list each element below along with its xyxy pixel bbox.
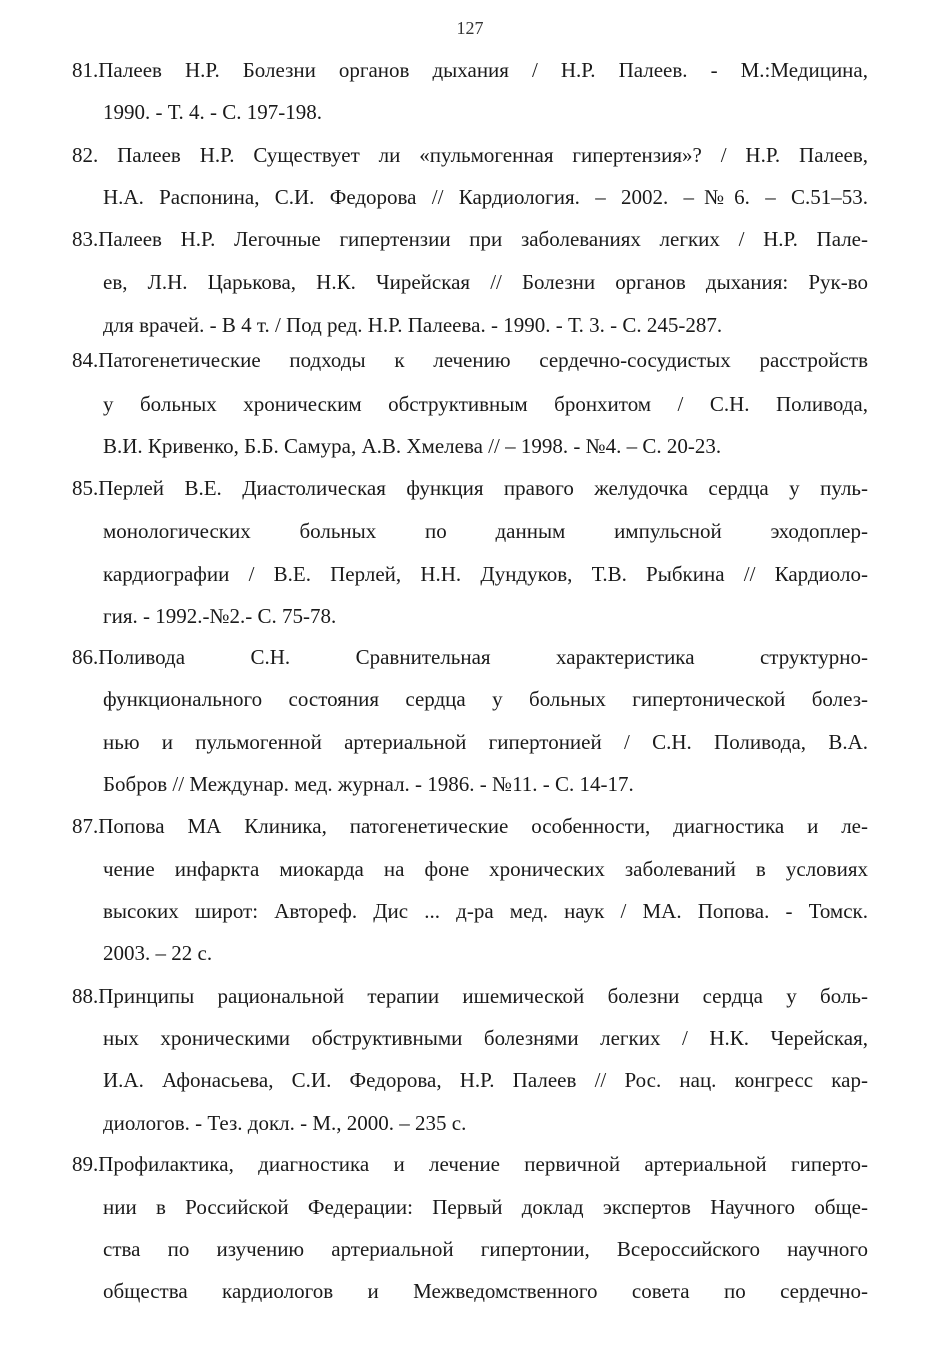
- reference-line: высоких широт: Автореф. Дис ... д-ра мед. наук / МА. Попова. - Томск.: [103, 899, 868, 923]
- reference-entry-start: 89.Профилактика, диагностика и лечение первичной артериальной гиперто-: [72, 1152, 868, 1176]
- reference-entry-start: 82. Палеев Н.Р. Существует ли «пульмогенная гипертензия»? / Н.Р. Палеев,: [72, 143, 868, 167]
- page-number: 127: [456, 18, 484, 38]
- reference-entry-start: 87.Попова МА Клиника, патогенетические особенности, диагностика и ле-: [72, 814, 868, 838]
- reference-line: кардиографии / В.Е. Перлей, Н.Н. Дундуков, Т.В. Рыбкина // Кардиоло-: [103, 562, 868, 586]
- reference-line: функционального состояния сердца у больных гипертонической болез-: [103, 687, 868, 711]
- reference-line: у больных хроническим обструктивным бронхитом / С.Н. Поливода,: [103, 392, 868, 416]
- reference-line: нии в Российской Федерации: Первый доклад экспертов Научного обще-: [103, 1195, 868, 1219]
- reference-line: нью и пульмогенной артериальной гипертонией / С.Н. Поливода, В.А.: [103, 730, 868, 754]
- reference-line: ства по изучению артериальной гипертонии, Всероссийского научного: [103, 1237, 868, 1261]
- reference-line: Бобров // Междунар. мед. журнал. - 1986. - №11. - С. 14-17.: [103, 772, 634, 796]
- reference-line: чение инфаркта миокарда на фоне хронических заболеваний в условиях: [103, 857, 868, 881]
- reference-line: монологических больных по данным импульсной эходоплер-: [103, 519, 868, 543]
- reference-entry-start: 81.Палеев Н.Р. Болезни органов дыхания / Н.Р. Палеев. - М.:Медицина,: [72, 58, 868, 82]
- reference-line: диологов. - Тез. докл. - М., 2000. – 235 с.: [103, 1111, 467, 1135]
- reference-line: гия. - 1992.-№2.- С. 75-78.: [103, 604, 337, 628]
- reference-line: 1990. - Т. 4. - С. 197-198.: [103, 100, 322, 124]
- reference-line: 2003. – 22 с.: [103, 941, 213, 965]
- reference-line: В.И. Кривенко, Б.Б. Самура, А.В. Хмелева // – 1998. - №4. – С. 20-23.: [103, 434, 722, 458]
- reference-line: для врачей. - В 4 т. / Под ред. Н.Р. Палеева. - 1990. - Т. 3. - С. 245-287.: [103, 313, 723, 337]
- reference-line: И.А. Афонасьева, С.И. Федорова, Н.Р. Палеев // Рос. нац. конгресс кар-: [103, 1068, 868, 1092]
- reference-line: общества кардиологов и Межведомственного совета по сердечно-: [103, 1279, 868, 1303]
- reference-entry-start: 84.Патогенетические подходы к лечению сердечно-сосудистых расстройств: [72, 348, 868, 372]
- reference-entry-start: 85.Перлей В.Е. Диастолическая функция правого желудочка сердца у пуль-: [72, 476, 868, 500]
- reference-entry-start: 83.Палеев Н.Р. Легочные гипертензии при заболеваниях легких / Н.Р. Пале-: [72, 227, 868, 251]
- reference-line: ных хроническими обструктивными болезнями легких / Н.К. Черейская,: [103, 1026, 868, 1050]
- reference-line: Н.А. Распонина, С.И. Федорова // Кардиология. – 2002. –№6. – С.51–53.: [103, 185, 868, 209]
- reference-entry-start: 86.Поливода С.Н. Сравнительная характеристика структурно-: [72, 645, 868, 669]
- reference-line: ев, Л.Н. Царькова, Н.К. Чирейская // Болезни органов дыхания: Рук-во: [103, 270, 868, 294]
- reference-entry-start: 88.Принципы рациональной терапии ишемической болезни сердца у боль-: [72, 984, 868, 1008]
